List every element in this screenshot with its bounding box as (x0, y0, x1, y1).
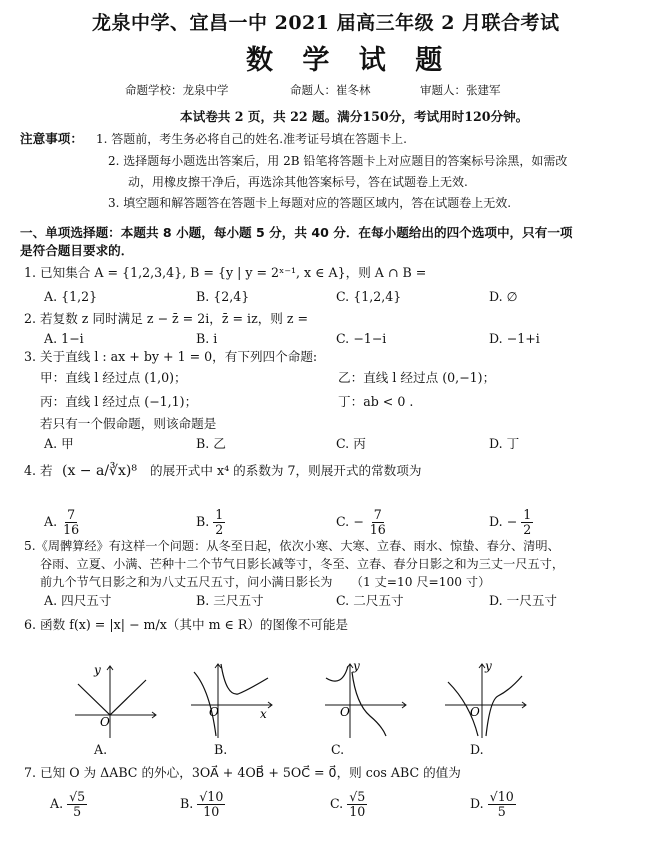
q5-option-d: D. 一尺五寸 (489, 593, 558, 608)
q3-prop-yi: 乙：直线 l 经过点 (0,−1)； (338, 370, 496, 385)
q6-graph-b-x: x (260, 707, 267, 721)
q4-option-a: A. $\frac{7}{16}$ (44, 507, 80, 537)
q3-option-d: D. 丁 (489, 436, 520, 451)
note-3: 3. 填空题和解答题答在答题卡上每题对应的答题区域内，答在试题卷上无效. (108, 196, 512, 210)
q4-expression: (x − a/∛x)⁸ (62, 463, 137, 479)
q3-option-b: B. 乙 (196, 436, 226, 451)
q5-option-a: A. 四尺五寸 (44, 593, 112, 608)
note-1: 1. 答题前，考生务必将自己的姓名.准考证号填在答题卡上. (96, 132, 407, 146)
q3-stem: 3. 关于直线 l : ax + by + 1 = 0，有下列四个命题: (24, 349, 318, 364)
q6-option-b: B. (214, 742, 228, 757)
q4-option-b: B. $\frac{1}{2}$ (196, 507, 224, 537)
q6-stem: 6. 函数 f(x) = |x| − m/x（其中 m ∈ R）的图像不可能是 (24, 617, 349, 632)
q2-option-a: A. 1−i (44, 331, 84, 346)
note-2-cont: 动，用橡皮擦干净后，再选涂其他答案标号，答在试题卷上无效. (128, 175, 468, 189)
q7-stem: 7. 已知 O 为 ΔABC 的外心，3OA⃗ + 4OB⃗ + 5OC⃗ = 0⃗，则 cos ABC 的值为 (24, 765, 461, 780)
q6-option-a: A. (94, 742, 108, 757)
q7-option-c: C. $\frac{√5}{10}$ (330, 789, 366, 819)
q6-graph-c (320, 660, 410, 740)
q6-option-d: D. (470, 742, 484, 757)
q7-option-d: D. $\frac{√10}{5}$ (470, 789, 514, 819)
q7-option-b: B. $\frac{√10}{10}$ (180, 789, 224, 819)
q7-option-a: A. $\frac{√5}{5}$ (50, 789, 86, 819)
q6-graph-c-origin: O (340, 705, 350, 719)
q6-graph-a-origin: O (100, 715, 110, 729)
q5-option-c: C. 二尺五寸 (336, 593, 404, 608)
q1-option-d: D. ∅ (489, 289, 518, 304)
q2-option-b: B. i (196, 331, 218, 346)
q3-tail: 若只有一个假命题，则该命题是 (40, 416, 217, 431)
q5-line-1: 5.《周髀算经》有这样一个问题：从冬至日起，依次小寒、大寒、立春、雨水、惊蛰、春分、清明、 (24, 539, 560, 553)
meta-author: 命题人：崔冬林 (290, 83, 371, 97)
q3-prop-jia: 甲：直线 l 经过点 (1,0)； (40, 370, 187, 385)
q1-option-a: A. {1,2} (44, 289, 98, 304)
q4-stem-post: 的展开式中 x⁴ 的系数为 7，则展开式的常数项为 (150, 463, 422, 478)
q4-stem-pre: 4. 若 (24, 463, 53, 478)
note-2: 2. 选择题每小题选出答案后，用 2B 铅笔将答题卡上对应题目的答案标号涂黑，如需改 (108, 154, 568, 168)
exam-title: 龙泉中学、宜昌一中 2021 届高三年级 2 月联合考试 (92, 12, 560, 34)
q6-graph-d (440, 660, 530, 740)
q6-graph-d-origin: O (470, 705, 480, 719)
q5-option-b: B. 三尺五寸 (196, 593, 264, 608)
q3-prop-bing: 丙：直线 l 经过点 (−1,1)； (40, 394, 198, 409)
meta-school: 命题学校：龙泉中学 (125, 83, 229, 97)
q4-option-c: C. − $\frac{7}{16}$ (336, 507, 386, 537)
q6-graph-a (70, 660, 160, 740)
q3-option-c: C. 丙 (336, 436, 366, 451)
q1-option-b: B. {2,4} (196, 289, 250, 304)
section-heading: 一、单项选择题：本题共 8 小题，每小题 5 分，共 40 分．在每小题给出的四个选项中，只有一项 (20, 225, 573, 240)
q6-graph-b-origin: O (209, 705, 219, 719)
exam-summary: 本试卷共 2 页，共 22 题。满分150分，考试用时120分钟。 (180, 109, 529, 124)
q1-option-c: C. {1,2,4} (336, 289, 402, 304)
q6-graph-a-y: y (94, 663, 101, 677)
q2-option-c: C. −1−i (336, 331, 387, 346)
q5-line-2: 谷雨、立夏、小满、芒种十二个节气日影长减等寸，冬至、立春、春分日影之和为三丈一尺五寸， (40, 557, 565, 571)
q6-graph-c-y: y (353, 660, 360, 673)
section-heading-cont: 是符合题目要求的． (20, 243, 134, 258)
subject-title: 数 学 试 题 (246, 45, 453, 76)
q4-option-d: D. − $\frac{1}{2}$ (489, 507, 532, 537)
q6-option-c: C. (331, 742, 345, 757)
q5-line-3: 前九个节气日影之和为八丈五尺五寸，问小满日影长为 （1 丈=10 尺=100 寸） (40, 575, 491, 589)
q6-graph-b (186, 660, 276, 740)
q2-option-d: D. −1+i (489, 331, 540, 346)
q6-graph-d-y: y (485, 660, 492, 673)
notes-label: 注意事项： (20, 131, 83, 146)
q3-option-a: A. 甲 (44, 436, 74, 451)
q1-stem: 1. 已知集合 A = {1,2,3,4}, B = {y | y = 2ˣ⁻¹, x ∈ A}，则 A ∩ B = (24, 265, 427, 280)
q3-prop-ding: 丁：ab < 0 . (338, 394, 414, 409)
q2-stem: 2. 若复数 z 同时满足 z − z̄ = 2i，z̄ = iz，则 z = (24, 311, 309, 326)
meta-reviewer: 审题人：张建军 (420, 83, 501, 97)
